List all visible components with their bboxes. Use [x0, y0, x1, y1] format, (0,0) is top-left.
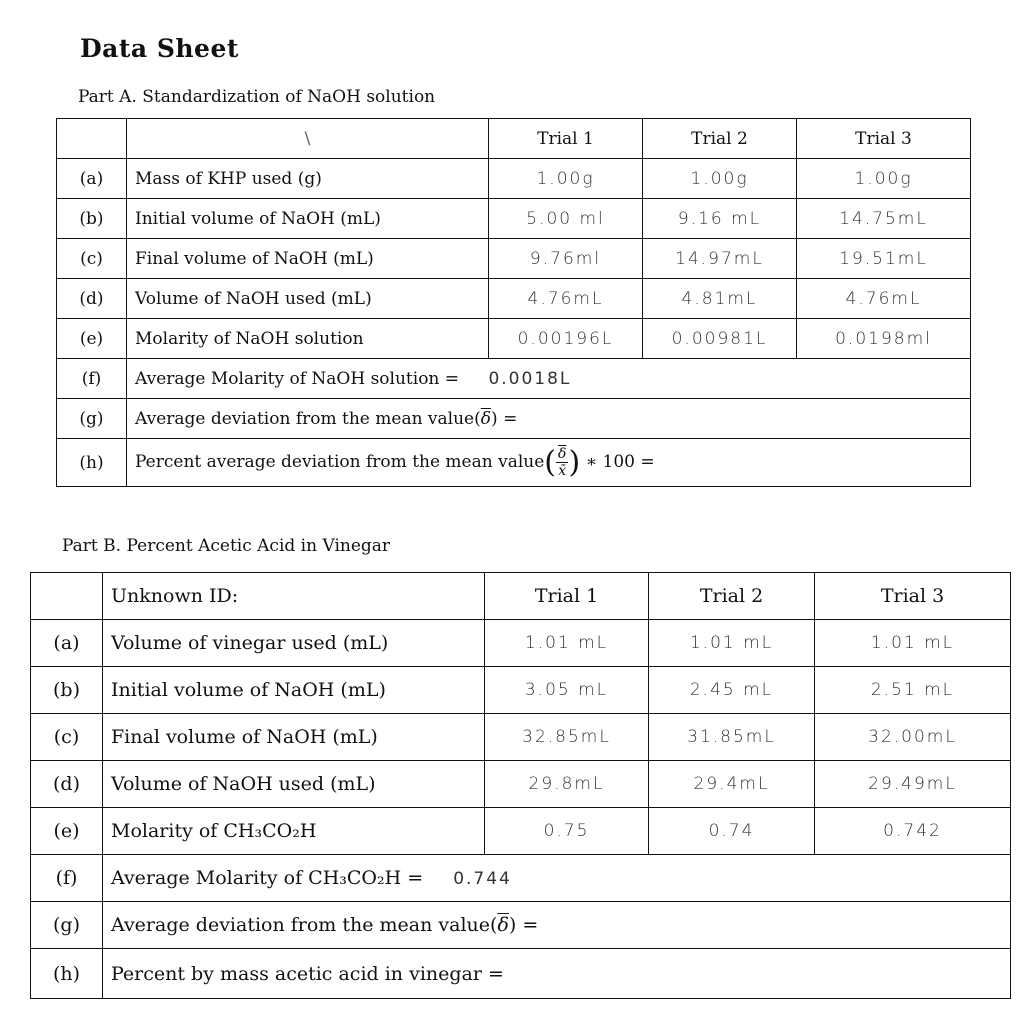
part-b-table	[30, 572, 1011, 999]
average-molarity-label: Average Molarity of CH₃CO₂H =	[111, 867, 424, 889]
part-a-table	[56, 118, 971, 487]
row-description: Mass of KHP used (g)	[127, 159, 489, 199]
row-label: (h)	[31, 949, 103, 999]
part-a-heading: Part A. Standardization of NaOH solution	[78, 87, 436, 107]
row-label: (e)	[57, 319, 127, 359]
handwritten-value[interactable]: 1.00g	[489, 159, 643, 199]
row-description: Molarity of CH₃CO₂H	[103, 808, 485, 855]
row-label: (c)	[57, 239, 127, 279]
handwritten-value[interactable]: 3.05 mL	[485, 667, 649, 714]
part-b-heading: Part B. Percent Acetic Acid in Vinegar	[62, 536, 391, 556]
row-description: Final volume of NaOH (mL)	[127, 239, 489, 279]
delta-bar-symbol: $\overline{\delta}$	[497, 914, 509, 936]
summary-row	[31, 855, 1011, 902]
handwritten-value[interactable]: 1.01 mL	[485, 620, 649, 667]
handwritten-value[interactable]: 19.51mL	[797, 239, 971, 279]
handwritten-value[interactable]: 29.8mL	[485, 761, 649, 808]
average-deviation-label: Average deviation from the mean value	[135, 408, 475, 429]
table-row	[31, 620, 1011, 667]
trial-header: Trial 1	[489, 119, 643, 159]
handwritten-value[interactable]: 2.45 mL	[649, 667, 815, 714]
handwritten-value[interactable]: 0.00981L	[643, 319, 797, 359]
row-description: Final volume of NaOH (mL)	[103, 714, 485, 761]
row-description: Initial volume of NaOH (mL)	[127, 199, 489, 239]
table-row	[57, 319, 971, 359]
row-label: (a)	[57, 159, 127, 199]
row-description: Molarity of NaOH solution	[127, 319, 489, 359]
row-label: (d)	[31, 761, 103, 808]
summary-row	[57, 439, 971, 487]
row-description: Volume of vinegar used (mL)	[103, 620, 485, 667]
average-deviation-label: Average deviation from the mean value	[111, 914, 491, 936]
handwritten-value[interactable]: 5.00 ml	[489, 199, 643, 239]
average-molarity-label: Average Molarity of NaOH solution =	[135, 368, 460, 389]
percent-deviation-label: Percent average deviation from the mean value	[135, 452, 545, 472]
row-label: (c)	[31, 714, 103, 761]
row-description: Volume of NaOH used (mL)	[103, 761, 485, 808]
table-row	[31, 714, 1011, 761]
trial-header: Trial 2	[643, 119, 797, 159]
handwritten-value[interactable]: 0.00196L	[489, 319, 643, 359]
table-row	[57, 239, 971, 279]
row-label: (f)	[31, 855, 103, 902]
handwritten-value[interactable]: 0.744	[453, 869, 512, 889]
row-label: (b)	[31, 667, 103, 714]
handwritten-value[interactable]: 2.51 mL	[815, 667, 1011, 714]
delta-over-mean-fraction	[556, 446, 568, 479]
table-row	[31, 808, 1011, 855]
delta-bar-symbol: $\overline{\delta}$	[480, 408, 492, 429]
row-label: (b)	[57, 199, 127, 239]
row-label: (g)	[57, 399, 127, 439]
handwritten-value[interactable]: 32.85mL	[485, 714, 649, 761]
trial-header: Trial 2	[649, 573, 815, 620]
table-row	[57, 159, 971, 199]
summary-row: (g) Average deviation from the mean $value(\overline{\delta})$ =	[31, 902, 1011, 949]
handwritten-value[interactable]: 4.76mL	[489, 279, 643, 319]
table-header-row	[31, 573, 1011, 620]
handwritten-value[interactable]: 1.00g	[643, 159, 797, 199]
trial-header: Trial 3	[797, 119, 971, 159]
handwritten-value[interactable]: 29.49mL	[815, 761, 1011, 808]
open-paren: (	[544, 445, 557, 480]
row-label: (h)	[57, 439, 127, 487]
trial-header: Trial 1	[485, 573, 649, 620]
unknown-id-label: Unknown ID:	[103, 573, 485, 620]
equals-sign: =	[522, 914, 539, 936]
header-mark: \	[304, 128, 311, 149]
table-row	[31, 667, 1011, 714]
row-label: (f)	[57, 359, 127, 399]
close-paren: )	[568, 445, 581, 480]
table-row	[57, 199, 971, 239]
handwritten-value[interactable]: 9.16 mL	[643, 199, 797, 239]
handwritten-value[interactable]: 0.0018L	[488, 368, 572, 389]
handwritten-value[interactable]: 0.74	[649, 808, 815, 855]
handwritten-value[interactable]: 32.00mL	[815, 714, 1011, 761]
trial-header: Trial 3	[815, 573, 1011, 620]
row-label: (a)	[31, 620, 103, 667]
row-description: Initial volume of NaOH (mL)	[103, 667, 485, 714]
handwritten-value[interactable]: 29.4mL	[649, 761, 815, 808]
row-label: (g)	[31, 902, 103, 949]
page-title: Data Sheet	[80, 34, 239, 63]
row-label: (e)	[31, 808, 103, 855]
handwritten-value[interactable]: 1.00g	[797, 159, 971, 199]
handwritten-value[interactable]: 1.01 mL	[815, 620, 1011, 667]
handwritten-value[interactable]: 0.0198ml	[797, 319, 971, 359]
equals-sign: =	[503, 408, 518, 429]
handwritten-value[interactable]: 9.76ml	[489, 239, 643, 279]
percent-acetic-acid-label: Percent by mass acetic acid in vinegar =	[103, 949, 1011, 999]
times-100-equals: ∗ 100 =	[585, 452, 655, 472]
handwritten-value[interactable]: 0.742	[815, 808, 1011, 855]
handwritten-value[interactable]: 14.75mL	[797, 199, 971, 239]
handwritten-value[interactable]: 0.75	[485, 808, 649, 855]
row-description: Volume of NaOH used (mL)	[127, 279, 489, 319]
handwritten-value[interactable]: 4.81mL	[643, 279, 797, 319]
fraction-denominator: x̄	[558, 463, 567, 479]
handwritten-value[interactable]: 14.97mL	[643, 239, 797, 279]
table-row	[31, 761, 1011, 808]
handwritten-value[interactable]: 31.85mL	[649, 714, 815, 761]
summary-row: (g) Average deviation from the mean $value(\overline{\delta})$ =	[57, 399, 971, 439]
handwritten-value[interactable]: 1.01 mL	[649, 620, 815, 667]
row-label: (d)	[57, 279, 127, 319]
handwritten-value[interactable]: 4.76mL	[797, 279, 971, 319]
table-header-row	[57, 119, 971, 159]
fraction-numerator: $\overline{\delta}$	[558, 446, 567, 462]
summary-row	[31, 949, 1011, 999]
table-row	[57, 279, 971, 319]
summary-row	[57, 359, 971, 399]
